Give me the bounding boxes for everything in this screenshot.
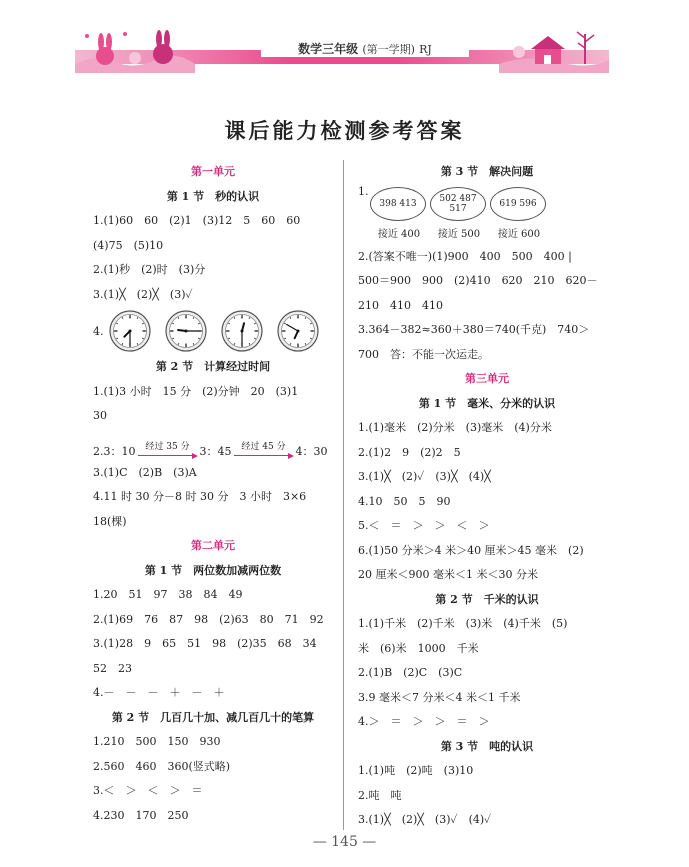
answer-line: 5.＜ ＝ ＞ ＞ ＜ ＞ (358, 519, 490, 532)
answer-line: 1.(1)60 60 (2)1 (3)12 5 60 60 (93, 214, 301, 227)
clock-answers (93, 307, 333, 355)
question-number: 4. (93, 324, 104, 338)
unit-heading: 第一单元 (191, 165, 235, 178)
bunny-decoration-icon (75, 28, 195, 73)
answer-line: 2.(1)69 76 87 98 (2)63 80 71 92 (93, 612, 324, 626)
column-divider (343, 160, 344, 830)
right-column (358, 160, 616, 833)
book-title-main: 数学三年级 (298, 42, 359, 56)
answer-line: 4.10 50 5 90 (358, 494, 451, 508)
clock-icon (277, 310, 319, 352)
elapsed-arrow (138, 443, 198, 459)
answer-line: 1.20 51 97 38 84 49 (93, 588, 243, 601)
time-start: 2.3：10 (93, 444, 136, 458)
answer-line: 52 23 (93, 661, 132, 675)
book-title (261, 40, 469, 57)
answer-line: 700 答：不能一次运走。 (358, 347, 489, 361)
oval-caption: 接近 400 (377, 228, 421, 240)
time-middle: 3：45 (199, 444, 232, 458)
time-end: 4：30 (295, 444, 328, 458)
estimate-group (490, 187, 548, 240)
answer-line: 2.(1)B (2)C (3)C (358, 666, 463, 679)
section-heading: 第 1 节 毫米、分米的认识 (418, 396, 556, 410)
answer-line: 1.(1)吨 (2)吨 (3)10 (358, 764, 474, 777)
answer-line: 米 (6)米 1000 千米 (358, 641, 479, 655)
elapsed-time-diagram (93, 429, 333, 461)
oval-caption: 接近 500 (437, 228, 481, 240)
unit-heading: 第三单元 (465, 372, 509, 385)
answer-line: 3.9 毫米＜7 分米＜4 米＜1 千米 (358, 690, 521, 704)
estimate-ovals (358, 185, 616, 245)
answer-line: (4)75 (5)10 (93, 238, 164, 252)
answer-line: 3.(1)╳ (2)╳ (3)✓ (4)✓ (358, 813, 492, 826)
answer-line: 4.＞ ＝ ＞ ＞ ＝ ＞ (358, 715, 490, 728)
elapsed-arrow (234, 443, 294, 459)
answer-line: 3.(1)28 9 65 51 98 (2)35 68 34 (93, 637, 317, 650)
page-title: 课后能力检测参考答案 (224, 118, 465, 143)
book-title-edition: RJ (419, 43, 432, 56)
question-number: 1. (358, 184, 369, 198)
elapsed-label: 经过 35 分 (145, 441, 190, 452)
answer-line: 3.(1)╳ (2)✓ (3)╳ (4)╳ (358, 470, 491, 483)
answer-line: 18(棵) (93, 514, 127, 528)
arrow-right-icon (288, 453, 294, 459)
section-heading: 第 3 节 吨的认识 (440, 739, 534, 753)
section-heading: 第 3 节 解决问题 (440, 165, 534, 178)
estimate-group (370, 187, 428, 240)
estimate-group (430, 187, 488, 240)
answer-line: 1.210 500 150 930 (93, 735, 221, 748)
answer-line: 210 410 410 (358, 298, 443, 312)
answer-line: 3.(1)╳ (2)╳ (3)✓ (93, 287, 193, 301)
clock-icon (221, 310, 263, 352)
header-band (75, 28, 609, 73)
answer-line: 2.吨 吨 (358, 788, 402, 802)
answer-line: 3.＜ ＞ ＜ ＞ ＝ (93, 784, 203, 797)
answer-line: 2.(1)秒 (2)时 (3)分 (93, 263, 206, 276)
oval-caption: 接近 600 (497, 228, 541, 240)
answer-line: 20 厘米＜900 毫米＜1 米＜30 分米 (358, 568, 538, 581)
section-heading: 第 2 节 几百几十加、减几百几十的笔算 (111, 710, 315, 724)
clock-icon (109, 310, 151, 352)
answer-line: 3.(1)C (2)B (3)A (93, 465, 197, 479)
answer-line: 500＝900 900 (2)410 620 210 620－ (358, 274, 598, 287)
answer-line: 4.－ － － ＋ － ＋ (93, 686, 225, 699)
answer-line: 6.(1)50 分米＞4 米＞40 厘米＞45 毫米 (2) (358, 543, 584, 557)
house-decoration-icon (499, 28, 609, 73)
oval-values: 619 596 (490, 187, 546, 221)
unit-heading: 第二单元 (191, 539, 235, 552)
answer-line: 1.(1)3 小时 15 分 (2)分钟 20 (3)1 (93, 384, 299, 398)
section-heading: 第 1 节 秒的认识 (166, 189, 260, 203)
answer-line: 1.(1)千米 (2)千米 (3)米 (4)千米 (5) (358, 617, 568, 630)
clock-icon (165, 310, 207, 352)
page-number: — 145 — (312, 834, 377, 850)
answer-line: 2.560 460 360(竖式略) (93, 759, 231, 773)
answer-line: 4.230 170 250 (93, 808, 189, 822)
arrow-right-icon (192, 453, 198, 459)
oval-values: 502 487 517 (430, 187, 486, 221)
answer-line: 3.364－382≈360＋380＝740(千克) 740＞ (358, 323, 590, 336)
answer-line: 2.(答案不唯一)(1)900 400 500 400 | (358, 249, 572, 263)
left-column (93, 160, 333, 828)
answer-line: 2.(1)2 9 (2)2 5 (358, 445, 461, 459)
section-heading: 第 2 节 计算经过时间 (155, 360, 271, 373)
answer-line: 1.(1)毫米 (2)分米 (3)毫米 (4)分米 (358, 421, 552, 434)
section-heading: 第 2 节 千米的认识 (435, 592, 539, 606)
oval-values: 398 413 (370, 187, 426, 221)
section-heading: 第 1 节 两位数加减两位数 (144, 563, 282, 577)
answer-line: 4.11 时 30 分－8 时 30 分 3 小时 3×6 (93, 490, 307, 503)
book-title-term: (第一学期) (362, 43, 415, 56)
answer-line: 30 (93, 409, 107, 422)
elapsed-label: 经过 45 分 (241, 441, 286, 452)
